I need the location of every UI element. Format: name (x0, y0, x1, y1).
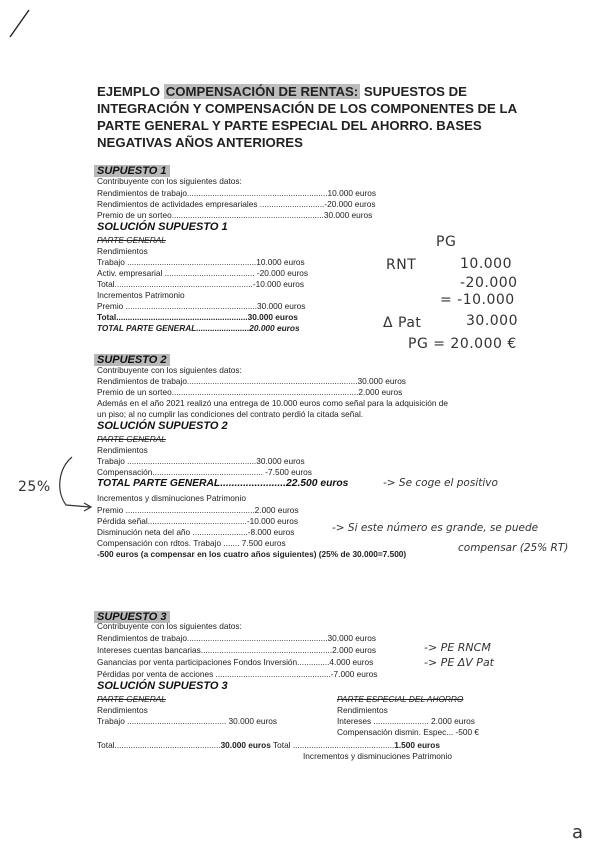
supuesto-3-heading: SUPUESTO 3 (94, 607, 170, 625)
s2-last: -500 euros (a compensar en los cuatro años siguientes) (25% de 30.000=7.500) (97, 549, 407, 559)
pen-stroke-mark (5, 5, 35, 41)
title-highlight: COMPENSACIÓN DE RENTAS: (165, 84, 359, 99)
s2-row2: Disminución neta del año ........................-8.000 euros (97, 527, 295, 537)
s2-row2: Premio ........................................................2.000 euros (97, 505, 299, 515)
s1-total-parte-general: TOTAL PARTE GENERAL.......................20.000 euros (97, 323, 300, 333)
s1-row: Incrementos Patrimonio (97, 290, 185, 300)
hw-value: -20.000 (460, 275, 518, 291)
s3-line: Pérdidas por venta de acciones ..................................................-7.000 euros (97, 669, 378, 679)
hw-value: = -10.000 (440, 292, 515, 308)
s1-line: Rendimientos de actividades empresariales ............................-20.000 euros (97, 199, 376, 209)
s2-intro: Contribuyente con los siguientes datos: (97, 365, 242, 375)
s1-line: Rendimientos de trabajo.............................................................10.000 euros (97, 188, 376, 198)
hw-pe-note: -> PE RNCM (424, 641, 491, 654)
s3-solution-heading: SOLUCIÓN SUPUESTO 3 (97, 680, 228, 692)
hw-result: PG = 20.000 € (408, 336, 517, 352)
s3-line: Intereses cuentas bancarias.........................................................2.000 euros (97, 645, 376, 655)
s3-compensacion: Compensación dismin. Espec... -500 € (337, 727, 480, 737)
hw-page-mark: a (572, 822, 584, 843)
hw-note: compensar (25% RT) (458, 542, 569, 554)
s1-row: Trabajo ........................................................10.000 euros (97, 257, 305, 267)
s2-row: Trabajo ........................................................30.000 euros (97, 456, 305, 466)
s3-parte-general: PARTE GENERAL (97, 694, 166, 704)
s2-rendimientos: Rendimientos (97, 445, 148, 455)
hw-pe-note: -> PE ΔV Pat (424, 656, 494, 669)
s2-parte-general: PARTE GENERAL (97, 434, 166, 444)
hw-note: -> Si este número es grande, se puede (332, 522, 539, 534)
s1-parte-general: PARTE GENERAL (97, 235, 166, 245)
s1-line: Premio de un sorteo..................................................................30.000 euros (97, 210, 373, 220)
hw-value: 30.000 (466, 313, 518, 329)
s2-row2: Compensación con rdtos. Trabajo ....... 7.500 euros (97, 538, 286, 548)
s1-rendimientos: Rendimientos (97, 246, 148, 256)
hw-note: -> Se coge el positivo (383, 477, 498, 489)
s2-incrementos: Incrementos y disminuciones Patrimonio (97, 493, 246, 503)
s3-total-general: Total..............................................30.000 euros Total ............................................1.500 euros (97, 740, 440, 750)
s3-incrementos: Incrementos y disminuciones Patrimonio (303, 751, 452, 761)
s2-solution-heading: SOLUCIÓN SUPUESTO 2 (97, 420, 228, 432)
supuesto-1-heading: SUPUESTO 1 (94, 161, 170, 179)
s3-rendimientos: Rendimientos (97, 705, 148, 715)
hw-percent: 25% (18, 479, 51, 495)
s3-intereses: Intereses ........................ 2.000 euros (337, 716, 475, 726)
s1-solution-heading: SOLUCIÓN SUPUESTO 1 (97, 221, 228, 233)
s2-row2: Pérdida señal...........................................-10.000 euros (97, 516, 299, 526)
s1-row: Activ. empresarial ....................................... -20.000 euros (97, 268, 309, 278)
hw-value: 10.000 (460, 256, 512, 272)
s3-parte-especial: PARTE ESPECIAL DEL AHORRO (337, 694, 464, 704)
s3-line: Rendimientos de trabajo.............................................................30.000 euros (97, 633, 376, 643)
supuesto-2-heading: SUPUESTO 2 (94, 350, 170, 368)
s2-line: Además en el año 2021 realizó una entrega de 10.000 euros como señal para la adquisición de (97, 398, 449, 408)
s1-total: Total.........................................................30.000 euros (97, 312, 298, 322)
s2-line: un piso; al no cumplir las condiciones del contrato perdió la citada señal. (97, 409, 364, 419)
s2-row: Compensación................................................ -7.500 euros (97, 467, 312, 477)
s2-total-parte-general: TOTAL PARTE GENERAL.......................22.500 euros (97, 478, 349, 489)
s3-intro: Contribuyente con los siguientes datos: (97, 621, 242, 631)
s1-row: Premio .........................................................30.000 euros (97, 301, 306, 311)
s3-trabajo: Trabajo ........................................... 30.000 euros (97, 716, 277, 726)
s2-line: Premio de un sorteo.................................................................................2.000 euros (97, 387, 403, 397)
s3-line: Ganancias por venta participaciones Fondos Inversión..............4.000 euros (97, 657, 374, 667)
page-title: EJEMPLO COMPENSACIÓN DE RENTAS: SUPUESTOS DE INTEGRACIÓN Y COMPENSACIÓN DE LOS COMPONENTES DE LA PARTE GENERAL Y PARTE ESPECIAL DEL AHORRO. BASES NEGATIVAS AÑOS ANTERIORES (97, 84, 517, 150)
hw-bracket-arrow (50, 455, 100, 515)
s1-intro: Contribuyente con los siguientes datos: (97, 176, 242, 186)
hw-pg: PG (436, 234, 457, 250)
s2-line: Rendimientos de trabajo..........................................................................30.000 euros (97, 376, 406, 386)
hw-rnt: RNT (386, 257, 417, 273)
hw-delta-pat: Δ Pat (383, 315, 422, 331)
s3-rendimientos-especial: Rendimientos (337, 705, 388, 715)
s1-row: Total............................................................-10.000 euros (97, 279, 305, 289)
